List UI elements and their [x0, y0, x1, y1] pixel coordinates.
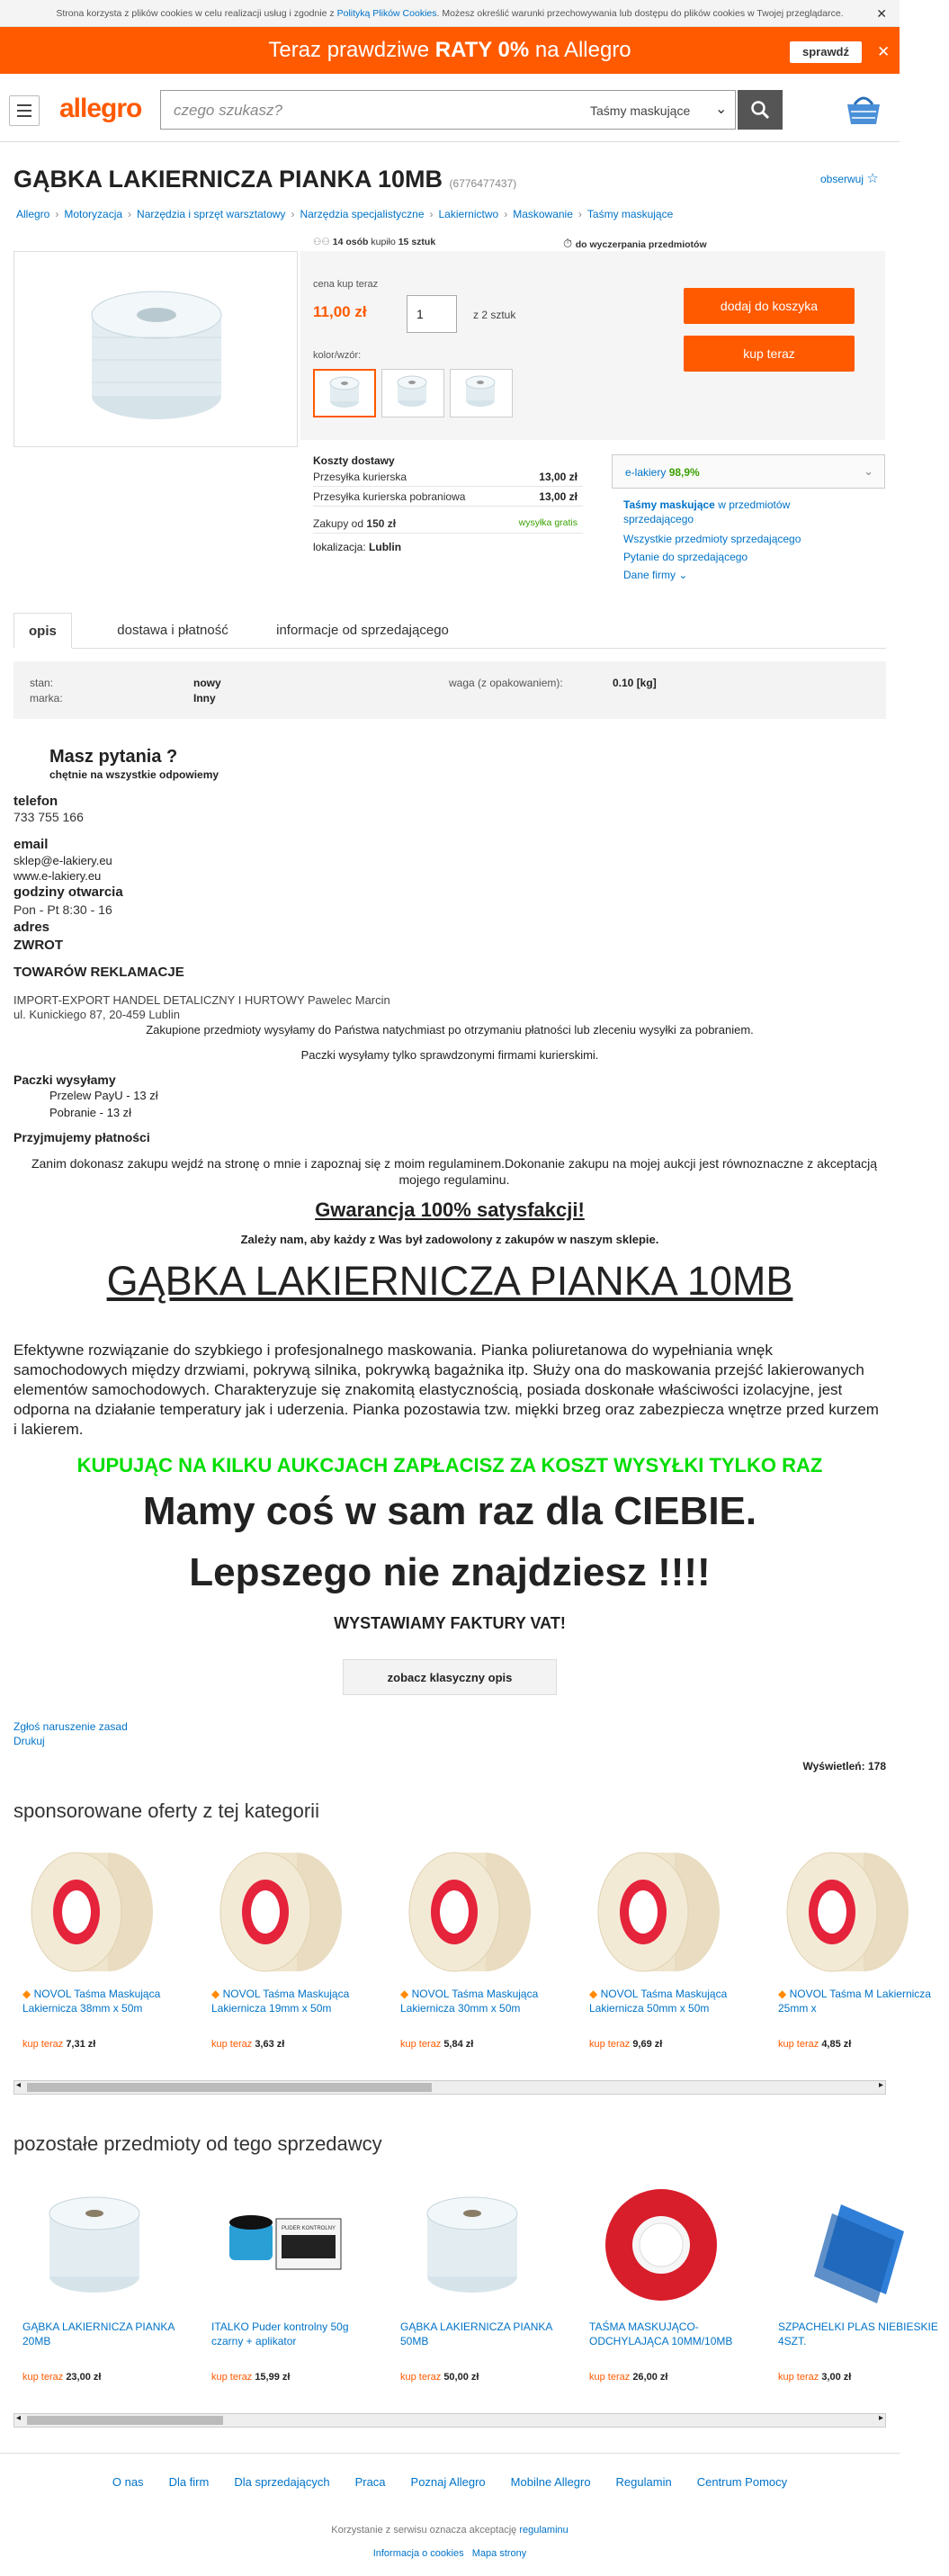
parameters: [13, 661, 886, 719]
offer-price-value: 4,85 zł: [821, 2039, 852, 2050]
offer-price-value: 50,00 zł: [443, 2372, 479, 2383]
seller-name-row[interactable]: [625, 466, 700, 479]
seller-box[interactable]: [612, 454, 885, 489]
breadcrumb-item[interactable]: Lakiernictwo: [438, 208, 499, 220]
packages-label: Paczki wysyłamy: [13, 1073, 116, 1087]
footer-accept: [0, 2525, 900, 2536]
cookie-policy-link[interactable]: Polityką Plików Cookies: [336, 8, 437, 19]
offer-image[interactable]: [778, 1844, 949, 1988]
offer-price: [22, 2372, 101, 2383]
offer-name-text[interactable]: NOVOL Taśma Maskująca Lakiernicza 19mm x 50m: [211, 1988, 350, 2015]
offer-card[interactable]: [589, 1844, 760, 2050]
tape-roll-image: [400, 1844, 544, 1979]
offer-card[interactable]: [400, 2177, 571, 2383]
views: [802, 1760, 886, 1773]
offer-price-value: 26,00 zł: [632, 2372, 668, 2383]
color-swatch[interactable]: [450, 369, 513, 417]
offer-price-value: 5,84 zł: [443, 2039, 474, 2050]
offer-name-text[interactable]: NOVOL Taśma Maskująca Lakiernicza 50mm x 50m: [589, 1988, 728, 2015]
red-tape-image: [589, 2177, 733, 2312]
offer-price: [778, 2039, 851, 2050]
footer-link[interactable]: Dla firm: [168, 2475, 210, 2489]
offer-price-value: 3,00 zł: [821, 2372, 852, 2383]
search-icon: [750, 100, 770, 120]
footer-link[interactable]: O nas: [112, 2475, 144, 2489]
offer-card[interactable]: [589, 2177, 760, 2383]
offer-name[interactable]: [589, 2320, 751, 2348]
bought-qty: 15 sztuk: [398, 237, 436, 247]
shipping-label: Przesyłka kurierska pobraniowa: [313, 490, 466, 503]
price-label: cena kup teraz: [313, 279, 379, 290]
offer-name[interactable]: [778, 2320, 940, 2348]
slogan-2: Lepszego nie znajdziesz !!!!: [189, 1550, 711, 1594]
scrollbar-thumb[interactable]: [27, 2416, 223, 2425]
seller-name[interactable]: e-lakiery: [625, 466, 667, 479]
shipping-value: 13,00 zł: [539, 490, 577, 503]
diamond-icon: ◆: [211, 1988, 223, 2000]
powder-product-image: [211, 2177, 355, 2312]
foam-roll-image: [22, 2177, 166, 2312]
offer-image[interactable]: [589, 2177, 760, 2321]
tape-roll-image: [589, 1844, 733, 1979]
offer-image[interactable]: [211, 1844, 382, 1988]
shipping-info-2: Paczki wysyłamy tylko sprawdzonymi firmami kurierskimi.: [300, 1048, 599, 1062]
footer-link[interactable]: Mobilne Allegro: [510, 2475, 591, 2489]
sponsored-title: sponsorowane oferty z tej kategorii: [13, 1800, 319, 1822]
offer-price: [400, 2039, 473, 2050]
payments-label: Przyjmujemy płatności: [13, 1130, 150, 1144]
offer-price-prefix: kup teraz: [778, 2372, 819, 2383]
shipping-info: Zakupione przedmioty wysyłamy do Państwa natychmiast po otrzymaniu płatności lub zleceniu wysyłki za pobraniem.: [146, 1023, 754, 1037]
rules-text: Zanim dokonasz zakupu wejdź na stronę o mnie i zapoznaj się z moim regulaminem.Dokonanie zakupu na mojej aukcji jest równoznaczne z akceptacją mojego regulaminu.: [31, 1156, 878, 1187]
offer-price: [211, 2039, 284, 2050]
offer-price-value: 23,00 zł: [66, 2372, 102, 2383]
seller-link-company[interactable]: [623, 566, 857, 584]
offer-card[interactable]: [778, 2177, 949, 2383]
free-shipping-value: wysyłka gratis: [518, 517, 577, 528]
description-body: Efektywne rozwiązanie do szybkiego i profesjonalnego maskowania. Pianka poliuretanowa do wypełniania wnęk samochodowych między drzwiami, pokrywą silnika, pokrywką bagażnika itp. Służy ona do maskowania przejść lakierowanych elementów samochodowych. Charakteryzuje się znakomitą elastycznością, posiada doskonałe właściwości izolacyjne, jest odporna na działanie temperatury jak i uderzenia. Pianka pozostawia tzw. miękki brzeg oraz zabezpiecza wnętrze przed kurzem i lakierem.: [13, 1342, 879, 1438]
breadcrumb-separator: ›: [55, 208, 59, 220]
shipping-costs: [313, 454, 583, 553]
seller-link-category-a[interactable]: Taśmy maskujące: [623, 498, 715, 511]
offer-name[interactable]: [22, 1987, 184, 2015]
color-swatch[interactable]: [313, 369, 376, 417]
product-image[interactable]: [13, 251, 298, 447]
classic-view-button[interactable]: zobacz klasyczny opis: [343, 1659, 557, 1695]
until-stats: [563, 237, 707, 251]
package-option: Przelew PayU - 13 zł: [49, 1089, 158, 1102]
invoice-text: WYSTAWIAMY FAKTURY VAT!: [334, 1614, 566, 1632]
views-count: 178: [867, 1760, 886, 1773]
promo-text-a: Teraz prawdziwe: [268, 38, 430, 62]
shipping-title: Koszty dostawy: [313, 454, 395, 467]
param-label: stan:: [30, 677, 54, 689]
menu-icon[interactable]: [9, 95, 40, 126]
sponsored-scrollbar[interactable]: [13, 2080, 886, 2095]
footer-accept-text: Korzystanie z serwisu oznacza akceptację: [331, 2525, 517, 2536]
scrollbar-thumb[interactable]: [27, 2083, 432, 2092]
shipping-row: [313, 487, 583, 507]
offer-name-text[interactable]: GĄBKA LAKIERNICZA PIANKA 20MB: [22, 2320, 175, 2347]
address-value: ZWROT: [13, 938, 63, 953]
tape-roll-image: [211, 1844, 355, 1979]
offer-price-prefix: kup teraz: [211, 2372, 253, 2383]
svg-text:PUDER KONTROLNY: PUDER KONTROLNY: [281, 2226, 336, 2231]
offer-name-text[interactable]: SZPACHELKI PLAS NIEBIESKIE 4SZT.: [778, 2320, 938, 2347]
promo-check-button[interactable]: sprawdź: [790, 41, 862, 63]
param-label: marka:: [30, 692, 63, 705]
company-name: IMPORT-EXPORT HANDEL DETALICZNY I HURTOWY Pawelec Marcin: [13, 993, 390, 1007]
print-link[interactable]: Drukuj: [13, 1735, 45, 1747]
cookie-text-before: Strona korzysta z plików cookies w celu realizacji usług i zgodnie z: [56, 8, 335, 19]
arrow-left-icon[interactable]: ◂: [16, 2080, 22, 2090]
color-swatch[interactable]: [381, 369, 444, 417]
product-title-text: GĄBKA LAKIERNICZA PIANKA 10MB: [13, 166, 443, 193]
offer-name-text[interactable]: NOVOL Taśma M Lakiernicza 25mm x: [778, 1988, 931, 2015]
cart-icon[interactable]: [842, 90, 885, 130]
offer-card[interactable]: [778, 1844, 949, 2050]
offer-price: [22, 2039, 95, 2050]
until-text: do wyczerpania przedmiotów: [575, 239, 707, 250]
breadcrumb-item[interactable]: Narzędzia specjalistyczne: [300, 208, 425, 220]
offer-image[interactable]: [211, 2177, 382, 2321]
offer-price-prefix: kup teraz: [589, 2372, 631, 2383]
chevron-down-icon[interactable]: ⌄: [715, 102, 728, 117]
promo-close-icon[interactable]: ✕: [877, 43, 891, 60]
diamond-icon: ◆: [589, 1988, 601, 2000]
offer-price-prefix: kup teraz: [211, 2039, 253, 2050]
offer-name[interactable]: [589, 1987, 751, 2015]
watch-link[interactable]: [820, 170, 879, 186]
seller-link-category-b[interactable]: w: [718, 498, 726, 511]
diamond-icon: ◆: [400, 1988, 412, 2000]
footer-link[interactable]: Regulamin: [615, 2475, 672, 2489]
guarantee-subtitle: Zależy nam, aby każdy z Was był zadowolony z zakupów w naszym sklepie.: [240, 1233, 659, 1246]
offer-price: [400, 2372, 479, 2383]
seller-link-question[interactable]: Pytanie do sprzedającego: [623, 551, 748, 563]
hours-label: godziny otwarcia: [13, 884, 123, 900]
shipping-row: [313, 467, 583, 487]
location: [313, 541, 583, 553]
offer-card[interactable]: [211, 1844, 382, 2050]
breadcrumb-separator: ›: [577, 208, 582, 220]
views-label: Wyświetleń:: [802, 1760, 865, 1773]
cookie-text-after: . Możesz określić warunki przechowywania lub dostępu do plików cookies w Twojej przeglądarce.: [436, 8, 844, 19]
offer-price-prefix: kup teraz: [22, 2372, 64, 2383]
offer-name-text[interactable]: GĄBKA LAKIERNICZA PIANKA 50MB: [400, 2320, 552, 2347]
breadcrumb-item[interactable]: Allegro: [16, 208, 50, 220]
offer-name[interactable]: [778, 1987, 940, 2015]
offer-price-value: 7,31 zł: [66, 2039, 96, 2050]
tabs: [13, 606, 886, 649]
footer: [0, 2453, 900, 2576]
quantity-available: z 2 sztuk: [473, 309, 516, 321]
chevron-down-icon[interactable]: ⌄: [678, 569, 688, 581]
tab-delivery[interactable]: dostawa i płatność: [117, 623, 228, 638]
param-value: 0.10 [kg]: [613, 677, 657, 689]
bought-stats: [313, 237, 435, 247]
promo-text-c: na Allegro: [534, 38, 631, 62]
offer-price: [589, 2372, 667, 2383]
offer-name[interactable]: [400, 1987, 562, 2015]
other-items-title: pozostałe przedmioty od tego sprzedawcy: [13, 2132, 382, 2155]
footer-cookie-link[interactable]: Informacja o cookies: [372, 2548, 464, 2559]
cookie-bar: [0, 0, 900, 27]
returns-label: TOWARÓW REKLAMACJE: [13, 965, 184, 980]
footer-link[interactable]: Praca: [354, 2475, 386, 2489]
header: [0, 74, 900, 142]
offer-price-prefix: kup teraz: [400, 2372, 442, 2383]
buy-box: [300, 251, 885, 440]
other-items-carousel: [13, 2177, 938, 2393]
breadcrumb: [16, 208, 673, 220]
offer-image[interactable]: [400, 1844, 571, 1988]
bought-count: 14 osób: [332, 237, 369, 247]
seller-links: [623, 498, 857, 584]
param-value: Inny: [193, 692, 216, 705]
diamond-icon: ◆: [778, 1988, 790, 2000]
search-input[interactable]: czego szukasz?: [174, 102, 282, 119]
free-shipping-row: [313, 514, 583, 534]
color-label: kolor/wzór:: [313, 350, 362, 361]
guarantee-title: Gwarancja 100% satysfakcji!: [315, 1198, 585, 1221]
promo-text-b: RATY 0%: [434, 38, 530, 62]
tape-roll-image: [22, 1844, 166, 1979]
spatula-image: [778, 2177, 922, 2312]
offer-name-text[interactable]: TAŚMA MASKUJĄCO-ODCHYLAJĄCA 10MM/10MB: [589, 2320, 733, 2347]
offer-image[interactable]: [400, 2177, 571, 2321]
offer-price: [211, 2372, 290, 2383]
phone-value: 733 755 166: [13, 810, 84, 824]
offer-card[interactable]: [400, 1844, 571, 2050]
offer-name[interactable]: [400, 2320, 562, 2348]
allegro-logo[interactable]: allegro: [59, 94, 142, 123]
watch-label[interactable]: obserwuj: [820, 173, 864, 185]
promo-text: [0, 38, 900, 63]
offer-name[interactable]: [22, 2320, 184, 2348]
offer-name-text[interactable]: NOVOL Taśma Maskująca Lakiernicza 30mm x 50m: [400, 1988, 539, 2015]
offer-name[interactable]: [211, 1987, 373, 2015]
cookie-close-icon[interactable]: ✕: [876, 6, 887, 21]
offer-card[interactable]: [22, 2177, 193, 2383]
sponsored-carousel: [13, 1844, 931, 2060]
tab-description[interactable]: opis: [13, 613, 72, 649]
foam-roll-image: [14, 252, 299, 448]
foam-roll-image: [400, 2177, 544, 2312]
seller-link-all[interactable]: Wszystkie przedmioty sprzedającego: [623, 533, 801, 545]
arrow-left-icon[interactable]: ◂: [16, 2413, 22, 2423]
offer-price-value: 9,69 zł: [632, 2039, 663, 2050]
footer-link[interactable]: Centrum Pomocy: [696, 2475, 788, 2489]
add-to-cart-button[interactable]: dodaj do koszyka: [684, 288, 855, 324]
package-option: Pobranie - 13 zł: [49, 1106, 132, 1119]
big-title: GĄBKA LAKIERNICZA PIANKA 10MB: [106, 1258, 793, 1304]
product-title: [13, 166, 516, 193]
breadcrumb-separator: ›: [504, 208, 508, 220]
location-label: lokalizacja:: [313, 541, 366, 553]
offer-price-prefix: kup teraz: [778, 2039, 819, 2050]
location-value: Lublin: [369, 541, 402, 553]
free-shipping-label-a: Zakupy od: [313, 517, 364, 530]
quantity-input[interactable]: 1: [407, 295, 457, 333]
offer-price-value: 15,99 zł: [255, 2372, 291, 2383]
search-button[interactable]: [738, 90, 783, 130]
tape-roll-image: [778, 1844, 922, 1979]
address-label: adres: [13, 920, 50, 935]
tab-seller-info[interactable]: informacje od sprzedającego: [276, 623, 449, 638]
diamond-icon: ◆: [22, 1988, 34, 2000]
search-category-select[interactable]: Taśmy maskujące: [590, 103, 691, 118]
search-box[interactable]: [160, 90, 736, 130]
footer-link[interactable]: Poznaj Allegro: [410, 2475, 486, 2489]
offer-name[interactable]: [211, 2320, 373, 2348]
slogan-1: Mamy coś w sam raz dla CIEBIE.: [142, 1489, 757, 1533]
footer-map-link[interactable]: Mapa strony: [471, 2548, 527, 2559]
param-label: waga (z opakowaniem):: [449, 677, 563, 689]
offer-image[interactable]: [589, 1844, 760, 1988]
footer-links: [0, 2475, 900, 2489]
offer-price: [589, 2039, 662, 2050]
seller-link-category[interactable]: [623, 498, 857, 526]
chevron-down-icon[interactable]: ⌄: [864, 464, 873, 478]
offer-name-text[interactable]: ITALKO Puder kontrolny 50g czarny + aplikator: [211, 2320, 349, 2347]
phone-label: telefon: [13, 794, 58, 809]
breadcrumb-separator: ›: [291, 208, 295, 220]
report-link[interactable]: Zgłoś naruszenie zasad: [13, 1720, 128, 1733]
product-id: (6776477437): [449, 177, 517, 190]
footer-bottom-links: [0, 2548, 900, 2559]
offer-image[interactable]: [778, 2177, 949, 2321]
seller-score: 98,9%: [668, 466, 700, 479]
offer-price-prefix: kup teraz: [22, 2039, 64, 2050]
people-icon: ⚇⚇: [313, 237, 333, 247]
questions-subtitle: chętnie na wszystkie odpowiemy: [49, 768, 219, 781]
offer-name-text[interactable]: NOVOL Taśma Maskująca Lakiernicza 38mm x 50m: [22, 1988, 161, 2015]
questions-title: Masz pytania ?: [49, 747, 178, 767]
offer-card[interactable]: [22, 1844, 193, 2050]
param-value: nowy: [193, 677, 221, 689]
clock-icon: ⏱: [563, 237, 576, 250]
offer-card[interactable]: [211, 2177, 382, 2383]
other-items-scrollbar[interactable]: [13, 2413, 886, 2428]
free-shipping-label: [313, 517, 396, 530]
hours-value: Pon - Pt 8:30 - 16: [13, 902, 112, 917]
breadcrumb-separator: ›: [429, 208, 434, 220]
bought-verb: kupiło: [371, 237, 396, 247]
footer-regulamin-link[interactable]: regulaminu: [519, 2525, 569, 2536]
offer-price-prefix: kup teraz: [589, 2039, 631, 2050]
email-label: email: [13, 837, 49, 852]
www-value: www.e-lakiery.eu: [13, 869, 102, 883]
arrow-right-icon[interactable]: ▸: [878, 2080, 883, 2090]
email-value: sklep@e-lakiery.eu: [13, 854, 112, 867]
star-icon[interactable]: ☆: [866, 171, 879, 186]
shipping-label: Przesyłka kurierska: [313, 471, 407, 483]
offer-price-prefix: kup teraz: [400, 2039, 442, 2050]
offer-image[interactable]: [22, 1844, 193, 1988]
offer-price: [778, 2372, 851, 2383]
footer-link[interactable]: Dla sprzedających: [234, 2475, 330, 2489]
free-shipping-label-b: 150 zł: [366, 517, 397, 530]
price: 11,00 zł: [313, 303, 367, 320]
offer-price-value: 3,63 zł: [255, 2039, 285, 2050]
seller-link-category-c[interactable]: przedmiotów sprzedającego: [623, 498, 791, 525]
breadcrumb-item[interactable]: Maskowanie: [513, 208, 573, 220]
promo-banner: [0, 27, 900, 74]
breadcrumb-item[interactable]: Narzędzia i sprzęt warsztatowy: [137, 208, 286, 220]
breadcrumb-separator: ›: [128, 208, 132, 220]
arrow-right-icon[interactable]: ▸: [878, 2413, 883, 2423]
seller-link-company-label[interactable]: Dane firmy: [623, 569, 676, 581]
breadcrumb-item[interactable]: Motoryzacja: [64, 208, 123, 220]
shipping-promo: KUPUJĄC NA KILKU AUKCJACH ZAPŁACISZ ZA KOSZT WYSYŁKI TYLKO RAZ: [76, 1454, 823, 1476]
company-street: ul. Kunickiego 87, 20-459 Lublin: [13, 1008, 181, 1021]
breadcrumb-item[interactable]: Taśmy maskujące: [586, 208, 674, 220]
offer-image[interactable]: [22, 2177, 193, 2321]
buy-now-button[interactable]: kup teraz: [684, 336, 855, 372]
shipping-value: 13,00 zł: [539, 471, 577, 483]
